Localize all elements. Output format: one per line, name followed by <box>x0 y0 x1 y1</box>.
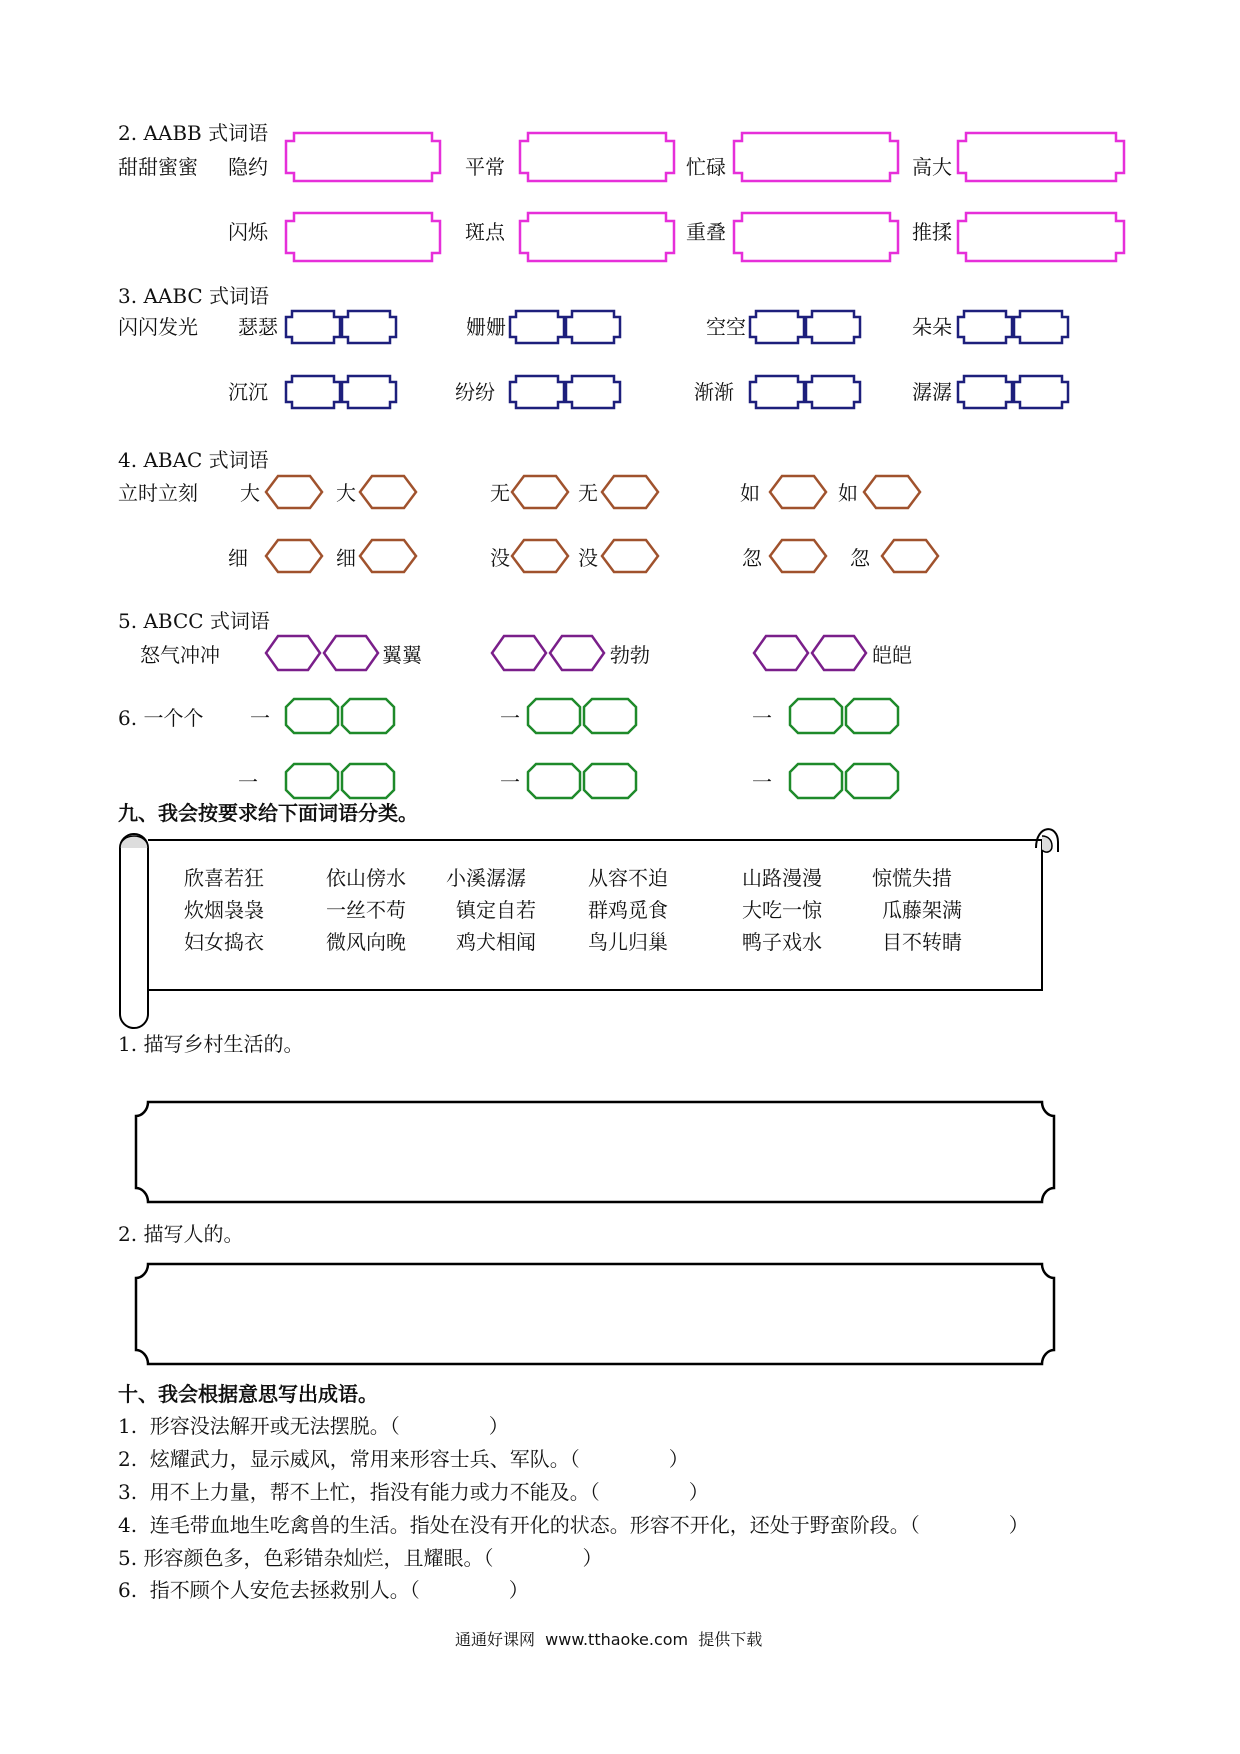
answer-box-pair[interactable] <box>284 309 400 345</box>
s6-dash: 一 <box>500 770 520 794</box>
s9-question-2: 2. 描写人的。 <box>118 1222 244 1246</box>
answer-hex[interactable] <box>264 474 324 510</box>
s4-char: 忽 <box>850 546 870 570</box>
answer-box[interactable] <box>732 211 900 263</box>
s4-char: 细 <box>336 546 356 570</box>
answer-frame-1[interactable] <box>134 1098 1056 1206</box>
s10-item: 1. 形容没法解开或无法摆脱。（ ） <box>118 1414 509 1438</box>
s9-heading: 九、我会按要求给下面词语分类。 <box>118 801 418 825</box>
answer-oct-pair[interactable] <box>526 762 642 800</box>
s9-word: 鸟儿归巢 <box>588 930 668 954</box>
s4-char: 如 <box>740 481 760 505</box>
s10-item: 6. 指不顾个人安危去拯救别人。（ ） <box>118 1578 529 1602</box>
s9-word: 群鸡觅食 <box>588 898 668 922</box>
answer-box-pair[interactable] <box>956 374 1072 410</box>
s9-word: 微风向晚 <box>326 930 406 954</box>
answer-box[interactable] <box>284 211 442 263</box>
answer-box[interactable] <box>956 131 1126 183</box>
answer-hex[interactable] <box>880 538 940 574</box>
s2-word: 高大 <box>912 155 952 179</box>
s2-word: 重叠 <box>686 220 726 244</box>
s6-dash: 一 <box>752 770 772 794</box>
s10-item: 4. 连毛带血地生吃禽兽的生活。指处在没有开化的状态。形容不开化，还处于野蛮阶段。（ ） <box>118 1513 1029 1537</box>
answer-hex[interactable] <box>768 538 828 574</box>
s5-word: 翼翼 <box>382 643 422 667</box>
s3-title: 3. AABC 式词语 <box>118 284 270 308</box>
s2-word: 平常 <box>465 155 505 179</box>
s4-char: 如 <box>838 481 858 505</box>
s3-word: 潺潺 <box>912 380 952 404</box>
s9-word: 炊烟袅袅 <box>184 898 264 922</box>
s9-word: 欣喜若狂 <box>184 866 264 890</box>
s3-word: 姗姗 <box>466 315 506 339</box>
s10-heading: 十、我会根据意思写出成语。 <box>118 1382 378 1406</box>
scroll-frame <box>112 812 1062 1034</box>
answer-hex[interactable] <box>264 538 324 574</box>
answer-box-pair[interactable] <box>956 309 1072 345</box>
answer-box-pair[interactable] <box>508 374 624 410</box>
answer-box[interactable] <box>284 131 442 183</box>
s9-word: 鸡犬相闻 <box>456 930 536 954</box>
s4-char: 忽 <box>742 546 762 570</box>
s3-word: 纷纷 <box>455 380 495 404</box>
s5-title: 5. ABCC 式词语 <box>118 609 270 633</box>
s9-word: 妇女捣衣 <box>184 930 264 954</box>
s9-word: 一丝不苟 <box>326 898 406 922</box>
s2-word: 斑点 <box>465 220 505 244</box>
s3-word: 空空 <box>706 315 746 339</box>
footer-credit: 通通好课网 www.tthaoke.com 提供下载 <box>455 1630 763 1649</box>
answer-oct-pair[interactable] <box>788 697 904 735</box>
s4-example: 立时立刻 <box>118 481 198 505</box>
answer-oct-pair[interactable] <box>526 697 642 735</box>
s9-word: 大吃一惊 <box>742 898 822 922</box>
answer-box-pair[interactable] <box>748 309 864 345</box>
answer-hex-pair[interactable] <box>264 634 380 672</box>
s3-word: 渐渐 <box>694 380 734 404</box>
s9-word: 从容不迫 <box>588 866 668 890</box>
s2-word: 忙碌 <box>686 155 726 179</box>
s2-title: 2. AABB 式词语 <box>118 121 269 145</box>
s5-example: 怒气冲冲 <box>140 643 220 667</box>
s2-word: 隐约 <box>228 155 268 179</box>
s4-title: 4. ABAC 式词语 <box>118 448 269 472</box>
s6-dash: 一 <box>238 770 258 794</box>
answer-box[interactable] <box>732 131 900 183</box>
s9-word: 依山傍水 <box>326 866 406 890</box>
answer-oct-pair[interactable] <box>284 762 400 800</box>
s4-char: 大 <box>336 481 356 505</box>
answer-frame-2[interactable] <box>134 1260 1056 1368</box>
s5-word: 皑皑 <box>872 643 912 667</box>
s9-word: 镇定自若 <box>456 898 536 922</box>
s6-dash: 一 <box>752 706 772 730</box>
s4-char: 没 <box>490 546 510 570</box>
s5-word: 勃勃 <box>610 643 650 667</box>
answer-box[interactable] <box>518 131 676 183</box>
s9-question-1: 1. 描写乡村生活的。 <box>118 1032 304 1056</box>
s3-word: 朵朵 <box>912 315 952 339</box>
answer-hex-pair[interactable] <box>490 634 606 672</box>
answer-hex[interactable] <box>862 474 922 510</box>
s9-word: 小溪潺潺 <box>446 866 526 890</box>
s3-word: 瑟瑟 <box>238 315 278 339</box>
answer-hex[interactable] <box>768 474 828 510</box>
answer-oct-pair[interactable] <box>284 697 400 735</box>
answer-oct-pair[interactable] <box>788 762 904 800</box>
s10-item: 2. 炫耀武力，显示威风，常用来形容士兵、军队。（ ） <box>118 1447 689 1471</box>
s6-title: 6. 一个个 <box>118 706 204 730</box>
s4-char: 细 <box>228 546 248 570</box>
answer-box-pair[interactable] <box>284 374 400 410</box>
s2-example: 甜甜蜜蜜 <box>118 155 198 179</box>
answer-hex-pair[interactable] <box>752 634 868 672</box>
s4-char: 无 <box>578 481 598 505</box>
s4-char: 没 <box>578 546 598 570</box>
s9-word: 山路漫漫 <box>742 866 822 890</box>
s4-char: 无 <box>490 481 510 505</box>
answer-box-pair[interactable] <box>508 309 624 345</box>
answer-box[interactable] <box>956 211 1126 263</box>
answer-hex[interactable] <box>510 538 570 574</box>
s6-dash: 一 <box>250 706 270 730</box>
answer-hex[interactable] <box>358 538 418 574</box>
s9-word: 惊慌失措 <box>872 866 952 890</box>
s3-word: 沉沉 <box>228 380 268 404</box>
s2-word: 推揉 <box>912 220 952 244</box>
s2-word: 闪烁 <box>228 220 268 244</box>
s9-word: 瓜藤架满 <box>882 898 962 922</box>
answer-hex[interactable] <box>600 538 660 574</box>
s6-dash: 一 <box>500 706 520 730</box>
s9-word: 目不转睛 <box>882 930 962 954</box>
answer-hex[interactable] <box>510 474 570 510</box>
answer-hex[interactable] <box>358 474 418 510</box>
s9-word: 鸭子戏水 <box>742 930 822 954</box>
s10-item: 3. 用不上力量，帮不上忙，指没有能力或力不能及。（ ） <box>118 1480 709 1504</box>
s10-item: 5. 形容颜色多，色彩错杂灿烂，且耀眼。（ ） <box>118 1546 603 1570</box>
s3-example: 闪闪发光 <box>118 315 198 339</box>
answer-box[interactable] <box>518 211 676 263</box>
answer-box-pair[interactable] <box>748 374 864 410</box>
answer-hex[interactable] <box>600 474 660 510</box>
s4-char: 大 <box>240 481 260 505</box>
